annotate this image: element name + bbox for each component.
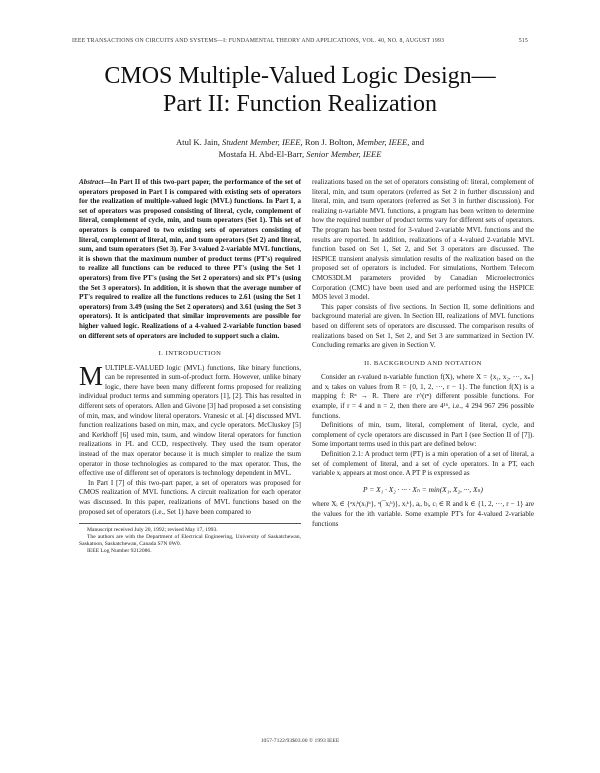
intro-paragraph-1-text: ULTIPLE-VALUED logic (MVL) functions, like binary functions, can be represented in sum-of-product form. However, unlike binary logic, there have been many different forms proposed for realizing individual product terms and summing operators [1], [2]. This has resulted in different sets of operators. Allen and Givone [3] had proposed a set consisting of min, max, and window literal operators. Vranesic et al. [4] discussed MVL function realizations based on min, max, and cycle operators. McCluskey [5] and Kerkhoff [6] used min, tsum, and window literal operators for function realizations in I²L and CCD, respectively. They used the tsum operator instead of the max operator because it is much simpler to realize the tsum operator in those technologies as compared to the max operator. Thus, the effective use of different set of operators is technology dependent in MVL. (79, 363, 301, 478)
body-paragraph-3: Consider an r-valued n-variable function f(X), where X = {x₁, x₂, ···, xₙ} and xᵢ takes on values from R = {0, 1, 2, ···, r − 1}. The function f(X) is a mapping f: Rⁿ → R. There are r^(rⁿ) different possible functions. For example, if r = 4 and n = 2, then there are 4¹⁶, i.e., 4 294 967 296 possible functions. (312, 373, 534, 420)
author-1-role: Student Member, IEEE, (222, 137, 303, 147)
equation-product-term: P = X₁ · X₂ · ··· · Xₙ = min(X₁, X₂, ···, Xₙ) (363, 484, 483, 494)
footnote (79, 523, 301, 555)
page-number: 515 (518, 38, 528, 44)
title-line-1: CMOS Multiple-Valued Logic Design— (104, 63, 496, 89)
body-paragraph-6: where Xᵢ ∈ {ᵃxᵢᵇ(xᵢ)ᵇ}, ᵃ(¯xᵢᵇ)}, xᵢᵏ}, aᵢ, bᵢ, cᵢ ∈ R and k ∈ {1, 2, ···, r − 1} are the values for the ith variable. Some example PT's for 4-valued 2-variable functions (312, 500, 534, 528)
left-column (79, 178, 301, 555)
author-2-role: Member, IEEE, (356, 137, 410, 147)
author-conjunction: and (411, 137, 425, 147)
running-header-text: IEEE TRANSACTIONS ON CIRCUITS AND SYSTEMS—I: FUNDAMENTAL THEORY AND APPLICATIONS, VOL. 40, NO. 8, AUGUST 1993 (72, 38, 445, 44)
definition-2-1: Definition 2.1: A product term (PT) is a min operation of a set of literal, a set of complement of literal, and a set of cycle operators. In a PT, each variable xᵢ appears at most once. A PT P is expressed as (312, 450, 534, 478)
section-heading-background: II. BACKGROUND AND NOTATION (364, 359, 482, 367)
author-2-name: Ron J. Bolton, (304, 137, 355, 147)
right-column (312, 178, 534, 529)
author-list (60, 136, 540, 160)
abstract-lead: Abstract (79, 178, 104, 186)
intro-paragraph-1 (79, 360, 301, 479)
footnote-affiliation: The authors are with the Department of Electrical Engineering, University of Saskatchewan, Saskatoon, Saskatchewan, Canada S7N 0W0. (79, 534, 301, 548)
author-1-name: Atul K. Jain, (175, 137, 220, 147)
body-paragraph-2: This paper consists of five sections. In Section II, some definitions and background material are given. In Section III, realizations of MVL functions based on different sets of operators are discussed. The comparison results of realizations based on Set 1, Set 2, and Set 3 are summarized in Section IV. Concluding remarks are given in Section V. (312, 302, 534, 350)
footnote-log-number: IEEE Log Number 9212086. (87, 548, 152, 555)
drop-cap: M (79, 360, 104, 391)
author-3-role: Senior Member, IEEE (306, 149, 382, 159)
title-line-2: Part II: Function Realization (163, 91, 437, 117)
body-paragraph-1: realizations based on the set of operators consisting of: literal, complement of literal, min, and tsum operators (referred as Set 2 in further discussion) and literal, min, and tsum operators (referred as Set 3 in further discussion). For realizing n-variable MVL functions, a program has been written to determine how the required number of product terms vary for different sets of operators. The program has been tested for 3-valued 2-variable MVL functions and the results are reported. In addition, realizations of a 4-valued 2-variable MVL function based on Set 1, Set 2, and Set 3 operators are discussed. The HSPICE transient analysis simulation results of the realization based on the proposed set of operators is included. For simulations, Northern Telecom CMOS3DLM parameters provided by Canadian Microelectronics Corporation (CMC) have been used and are performed using the HSPICE MOS level 3 model. (312, 178, 534, 302)
footnote-received: Manuscript received July 20, 1992; revised May 17, 1993. (87, 527, 218, 534)
author-3-name: Mostafa H. Abd-El-Barr, (218, 149, 305, 159)
paper-title (40, 62, 560, 118)
abstract-text: —In Part II of this two-part paper, the performance of the set of operators proposed in Part I is compared with existing sets of operators for the realization of multiple-valued logic (MVL) functions. In Part I, a set of operators was proposed consisting of literal, cycle, complement of literal, complement of cycle, min, and tsum operators (Set 1). This set of operators is compared to two existing sets of operators consisting of literal, complement of literal, min, and tsum operators (Set 2) and literal, sum, and tsum operators (Set 3). For 3-valued 2-variable MVL functions, it is shown that the maximum number of product terms (PT's) required to realize all functions can be reduced to three PT's (using the Set 1 operators) from five PT's (using the Set 2 operators) and six PT's (using the Set 3 operators). In addition, it is shown that the average number of PT's required to realize all the functions reduces to 2.61 (using the Set 1 operators) from 3.49 (using the Set 2 operators) and 3.61 (using the Set 3 operators). It is anticipated that similar improvements are possible for higher valued logic. Realizations of a 4-valued 2-variable function based on different sets of operators are included to support such a claim. (79, 178, 301, 340)
body-paragraph-4: Definitions of min, tsum, literal, complement of literal, cycle, and complement of cycle operators are discussed in Part I (see Section II of [7]). Some important terms used in this part are defined below: (312, 421, 534, 449)
section-heading-intro: I. INTRODUCTION (158, 350, 222, 358)
intro-paragraph-2: In Part I [7] of this two-part paper, a set of operators was proposed for CMOS realization of MVL functions. A circuit realization for each operator was discussed. In this paper, realizations of MVL functions based on the proposed set of operators (i.e., Set 1) have been compared to (79, 478, 301, 516)
running-header (72, 38, 528, 44)
page-footer: 1057-7122/93$03.00 © 1993 IEEE (260, 738, 340, 744)
abstract (79, 178, 301, 341)
